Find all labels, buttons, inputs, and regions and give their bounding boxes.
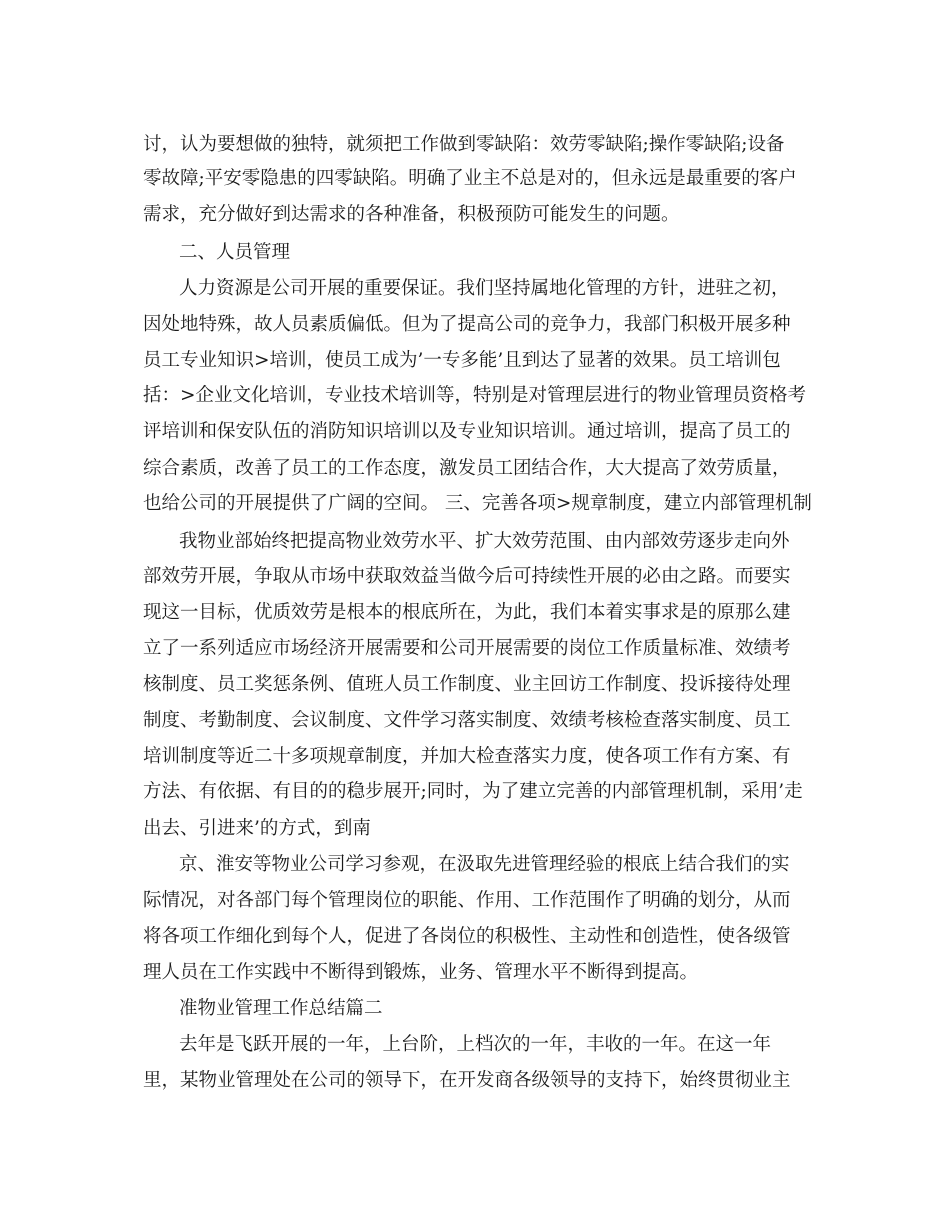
text-line-5: 人力资源是公司开展的重要保证。我们坚持属地化管理的方针，进驻之初， xyxy=(179,278,790,299)
section-heading-part-two: 准物业管理工作总结篇二 xyxy=(179,998,383,1019)
text-line-9: 评培训和保安队伍的消防知识培训以及专业知识培训。通过培训，提高了员工的 xyxy=(143,421,791,442)
text-line-1: 讨，认为要想做的独特，就须把工作做到零缺陷：效劳零缺陷;操作零缺陷;设备 xyxy=(143,134,785,155)
text-line-21: 京、淮安等物业公司学习参观，在汲取先进管理经验的根底上结合我们的实 xyxy=(179,854,790,875)
text-line-7: 员工专业知识>培训，使员工成为’一专多能’且到达了显著的效果。员工培训包 xyxy=(143,350,781,371)
text-line-12: 我物业部始终把提高物业效劳水平、扩大效劳范围、由内部效劳逐步走向外 xyxy=(179,531,790,552)
text-line-17: 制度、考勤制度、会议制度、文件学习落实制度、效绩考核检查落实制度、员工 xyxy=(143,710,791,731)
text-line-27: 里，某物业管理处在公司的领导下，在开发商各级领导的支持下，始终贯彻业主 xyxy=(143,1070,791,1091)
text-line-3: 需求，充分做好到达需求的各种准备，积极预防可能发生的问题。 xyxy=(143,204,680,225)
text-line-10: 综合素质，改善了员工的工作态度，激发员工团结合作，大大提高了效劳质量， xyxy=(143,458,791,479)
text-line-18: 培训制度等近二十多项规章制度，并加大检查落实力度，使各项工作有方案、有 xyxy=(143,746,791,767)
text-line-16: 核制度、员工奖惩条例、值班人员工作制度、业主回访工作制度、投诉接待处理 xyxy=(143,674,791,695)
text-line-11: 也给公司的开展提供了广阔的空间。 三、完善各项>规章制度，建立内部管理机制 xyxy=(143,493,812,514)
text-line-8: 括：>企业文化培训，专业技术培训等，特别是对管理层进行的物业管理员资格考 xyxy=(143,385,807,406)
text-line-2: 零故障;平安零隐患的四零缺陷。明确了业主不总是对的，但永远是最重要的客户 xyxy=(143,168,797,189)
text-line-15: 立了一系列适应市场经济开展需要和公司开展需要的岗位工作质量标准、效绩考 xyxy=(143,638,791,659)
section-heading-personnel: 二、人员管理 xyxy=(179,242,291,263)
text-line-22: 际情况，对各部门每个管理岗位的职能、作用、工作范围作了明确的划分，从而 xyxy=(143,890,791,911)
text-line-23: 将各项工作细化到每个人，促进了各岗位的积极性、主动性和创造性，使各级管 xyxy=(143,926,791,947)
text-line-13: 部效劳开展，争取从市场中获取效益当做今后可持续性开展的必由之路。而要实 xyxy=(143,566,791,587)
text-line-20: 出去、引进来’的方式，到南 xyxy=(143,818,371,839)
text-line-19: 方法、有依据、有目的的稳步展开;同时，为了建立完善的内部管理机制，采用’走 xyxy=(143,781,803,802)
text-line-14: 现这一目标，优质效劳是根本的根底所在，为此，我们本着实事求是的原那么建 xyxy=(143,602,791,623)
text-line-6: 因处地特殊，故人员素质偏低。但为了提高公司的竞争力，我部门积极开展多种 xyxy=(143,314,791,335)
text-line-26: 去年是飞跃开展的一年，上台阶，上档次的一年，丰收的一年。在这一年 xyxy=(179,1034,772,1055)
text-line-24: 理人员在工作实践中不断得到锻炼，业务、管理水平不断得到提高。 xyxy=(143,962,699,983)
